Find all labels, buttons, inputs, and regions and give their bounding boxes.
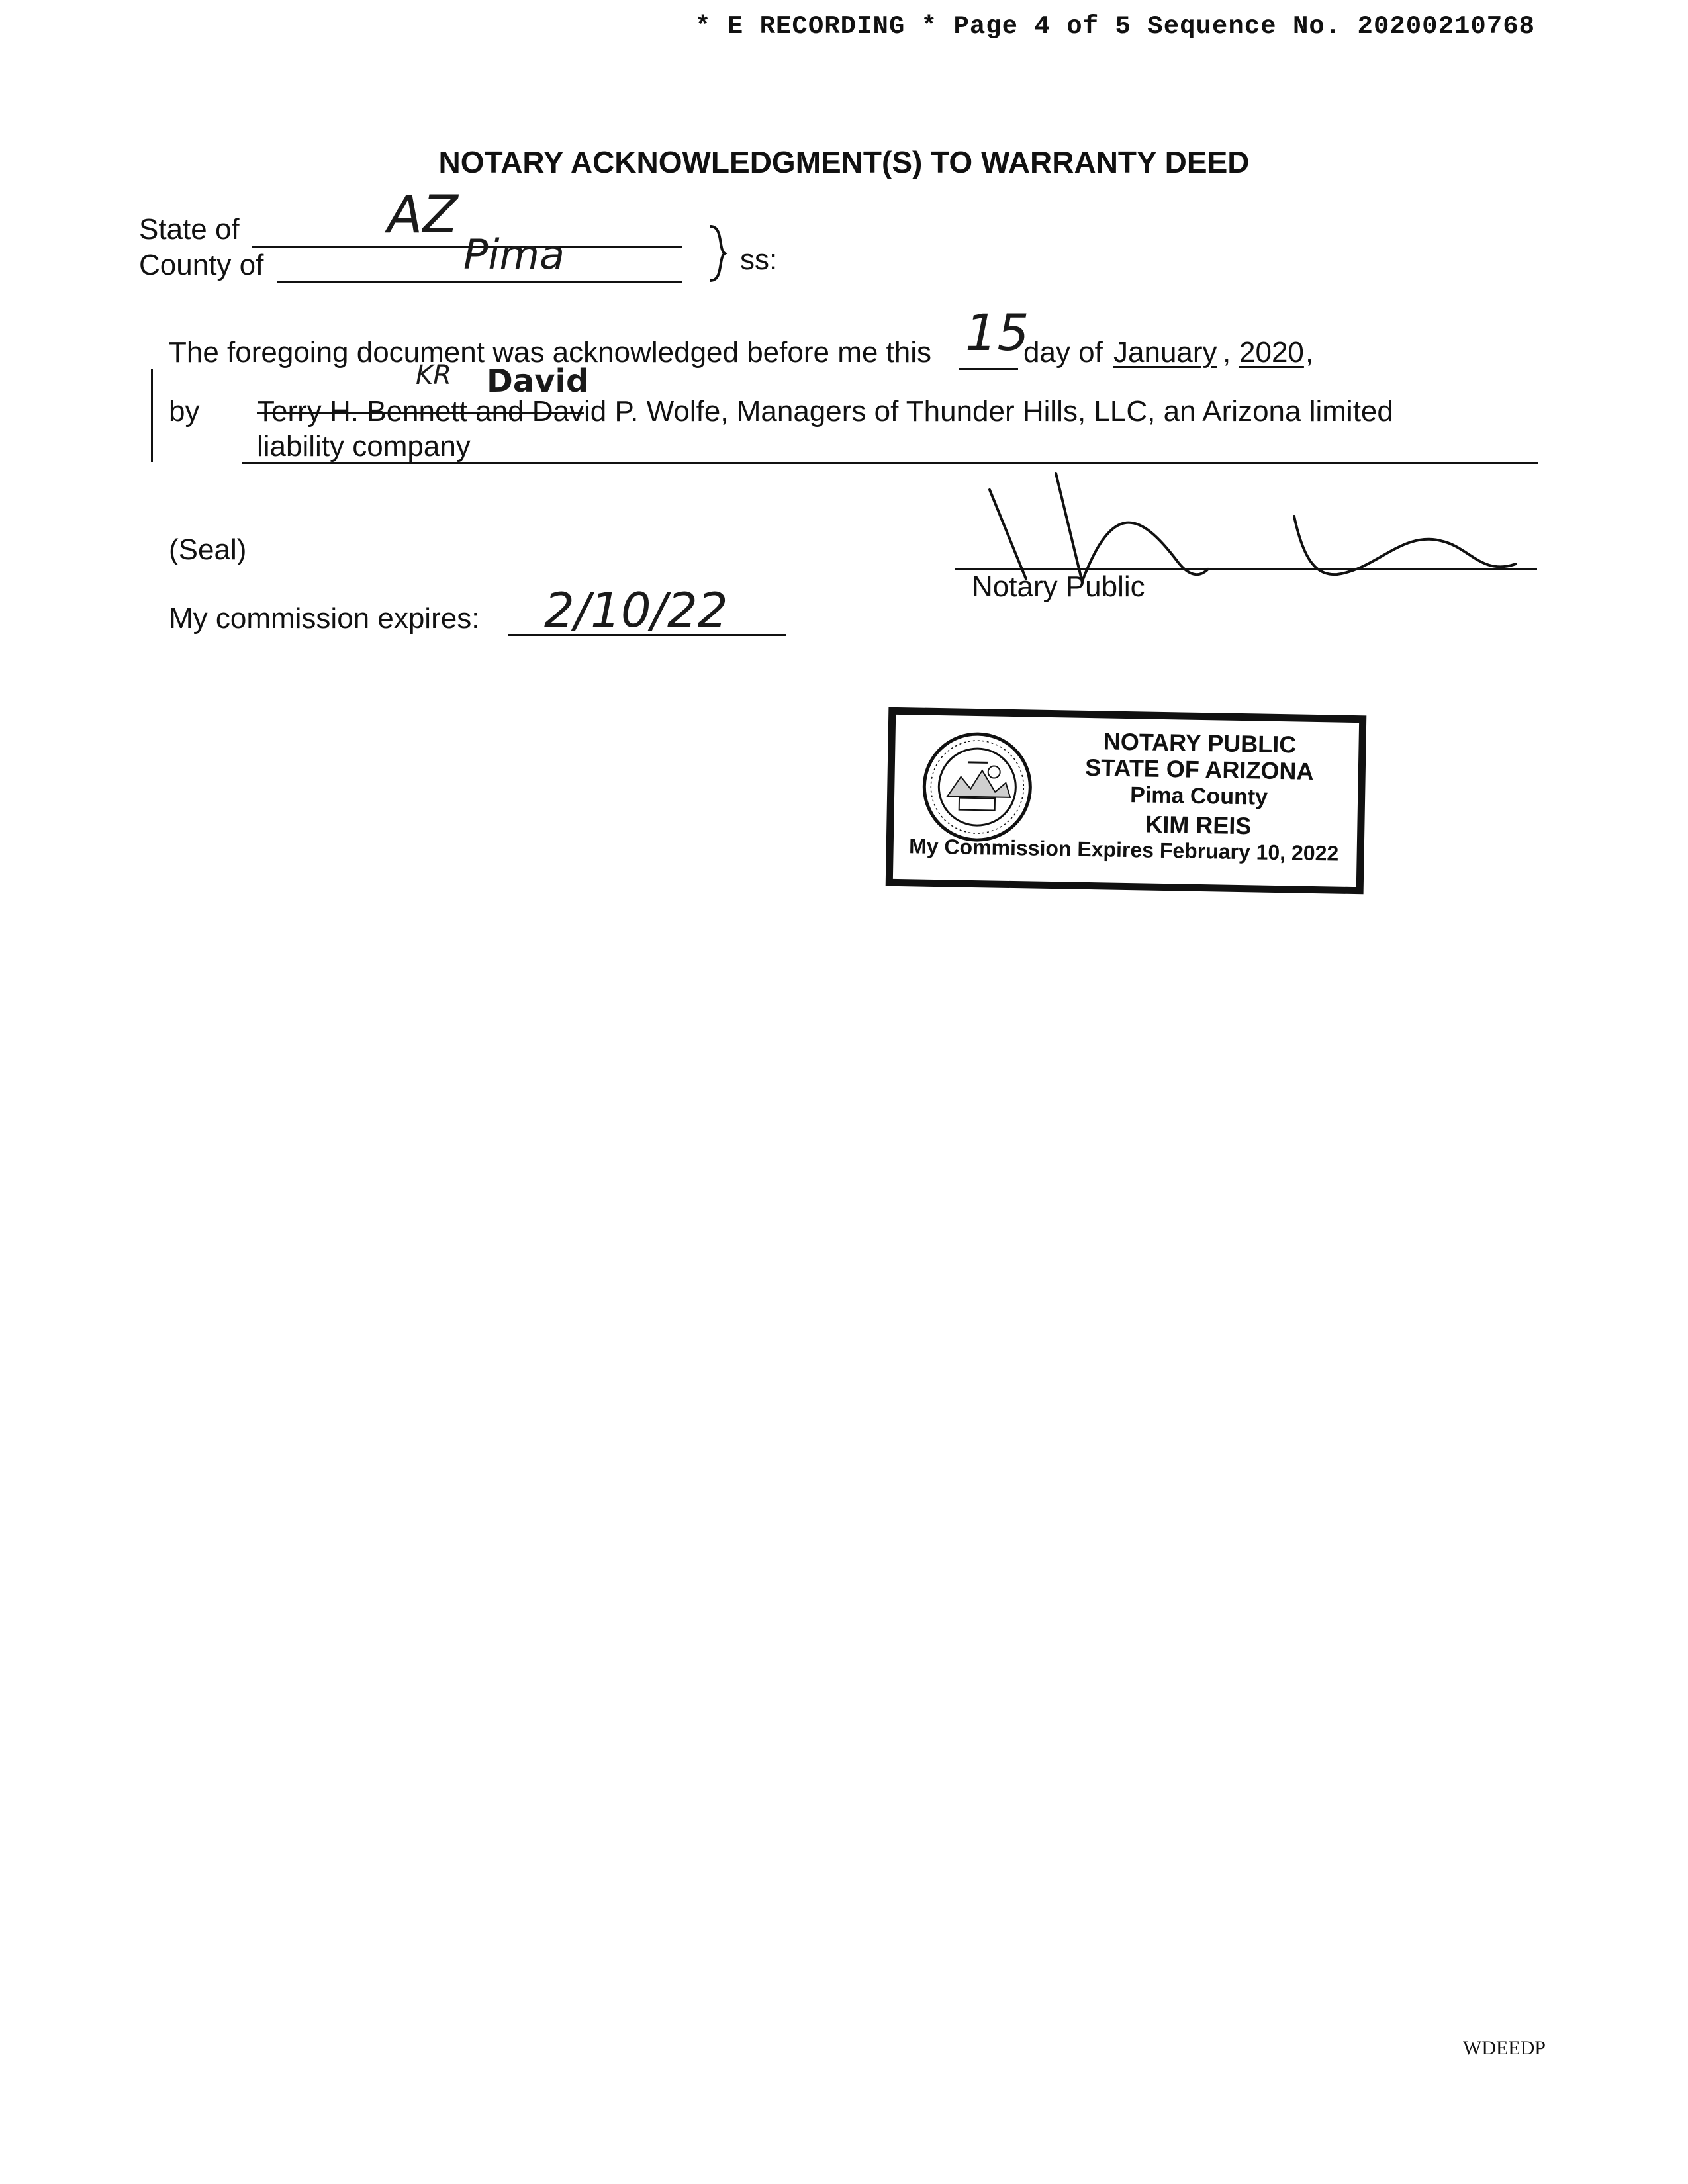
document-title: NOTARY ACKNOWLEDGMENT(S) TO WARRANTY DEED [438,145,1250,179]
by-label: by [169,395,200,428]
notary-public-label: Notary Public [972,570,1145,603]
day-handwritten-value: 15 [965,303,1029,362]
signer-text: id P. Wolfe, Managers of Thunder Hills, LLC, an Arizona limited [584,395,1393,428]
state-label: State of [139,213,240,246]
stamp-line-state: STATE OF ARIZONA [1084,753,1314,785]
initials-handwritten: KR [416,360,452,390]
county-label: County of [139,249,264,281]
notary-signature [980,463,1523,596]
ss-label: ss: [740,244,778,276]
stamp-line-notary-public: NOTARY PUBLIC [1103,727,1297,758]
stamp-line-county: Pima County [1129,782,1268,810]
margin-change-bar [151,369,153,462]
recording-header: * E RECORDING * Page 4 of 5 Sequence No. 20200210768 [695,12,1535,41]
signer-line [257,395,1393,428]
notary-stamp [886,707,1367,895]
county-underline [277,281,682,283]
commission-label: My commission expires: [169,602,480,635]
county-handwritten-value: Pima [463,230,565,279]
struck-names: Terry H. Bennett and Dav [257,395,585,428]
year-comma: , [1305,336,1314,369]
year-value: 2020 [1239,336,1304,369]
stamp-line-name: KIM REIS [1145,810,1252,840]
state-handwritten-value: AZ [387,185,458,245]
month-value: January [1113,336,1217,369]
day-underline [959,368,1018,370]
day-of-label: day of [1023,336,1103,369]
commission-handwritten-value: 2/10/22 [544,582,728,638]
acknowledgment-lead: The foregoing document was acknowledged before me this [169,336,932,369]
month-comma: , [1223,336,1231,369]
stamp-line-expiration: My Commission Expires February 10, 2022 [908,834,1339,866]
arizona-state-seal-icon [920,730,1035,844]
signer-text-continued: liability company [257,430,471,463]
seal-label: (Seal) [169,533,247,566]
footer-form-code: WDEEDP [1463,2037,1546,2059]
insert-handwritten-name: David [487,363,589,400]
venue-brace-icon [705,224,731,283]
